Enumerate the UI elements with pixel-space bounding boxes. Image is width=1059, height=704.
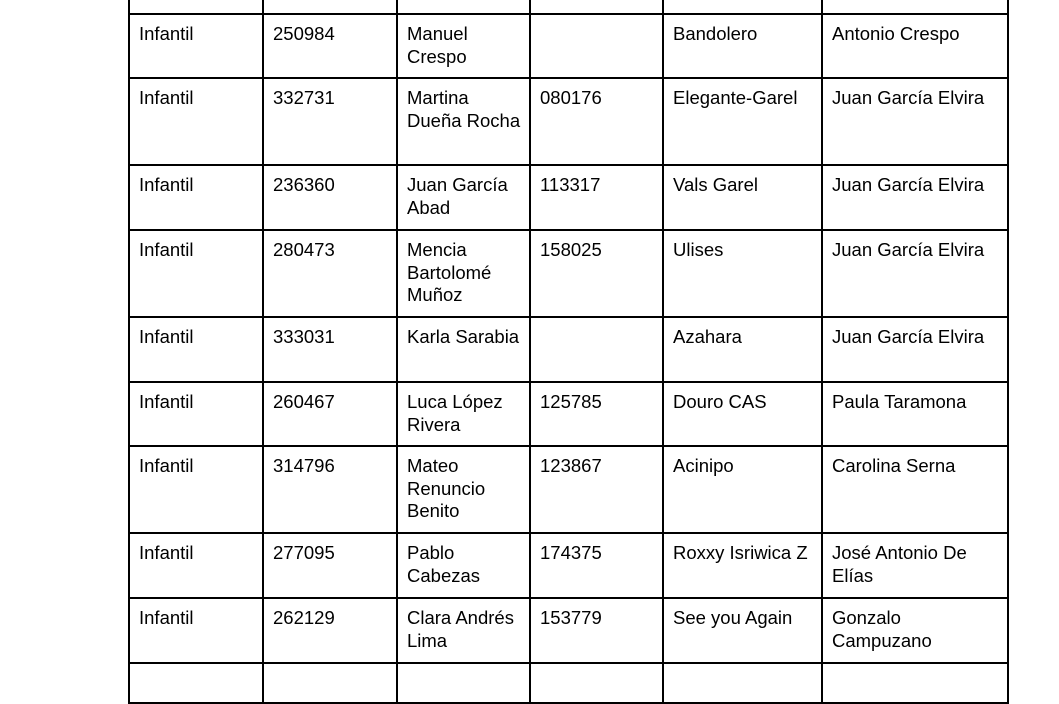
table-row: [129, 533, 1008, 598]
table-cell-rider-name: [397, 663, 530, 703]
table-cell-category: [129, 0, 263, 14]
table-cell-horse-license: 158025: [530, 230, 663, 317]
table-row: [129, 165, 1008, 230]
table-cell-category: Infantil: [129, 230, 263, 317]
table-cell-horse-name: Roxxy Isriwica Z: [663, 533, 822, 598]
table-row: [129, 598, 1008, 663]
table-cell-owner: José Antonio De Elías: [822, 533, 1008, 598]
table-cell-category: Infantil: [129, 317, 263, 382]
table-cell-license-number: [263, 0, 397, 14]
table-row: [129, 382, 1008, 446]
table-cell-category: Infantil: [129, 382, 263, 446]
table-cell-horse-license: [530, 14, 663, 78]
table-cell-license-number: 262129: [263, 598, 397, 663]
table-cell-rider-name: Mateo Renuncio Benito: [397, 446, 530, 533]
table-row: [129, 14, 1008, 78]
table-cell-rider-name: [397, 0, 530, 14]
table-cell-horse-name: Azahara: [663, 317, 822, 382]
table-row: [129, 78, 1008, 165]
table-row: [129, 317, 1008, 382]
table-cell-horse-name: See you Again: [663, 598, 822, 663]
table-cell-category: Infantil: [129, 78, 263, 165]
table-cell-license-number: [263, 663, 397, 703]
table-cell-horse-name: [663, 0, 822, 14]
table-cell-license-number: 333031: [263, 317, 397, 382]
table-cell-horse-name: Douro CAS: [663, 382, 822, 446]
table-cell-rider-name: Manuel Crespo: [397, 14, 530, 78]
table-cell-horse-license: [530, 663, 663, 703]
table-cell-category: Infantil: [129, 14, 263, 78]
table-cell-horse-name: Elegante-Garel: [663, 78, 822, 165]
table-cell-owner: [822, 0, 1008, 14]
table-cell-owner: Gonzalo Campuzano: [822, 598, 1008, 663]
table-cell-rider-name: Karla Sarabia: [397, 317, 530, 382]
table-cell-horse-name: Bandolero: [663, 14, 822, 78]
table-row: [129, 446, 1008, 533]
table-cell-owner: Juan García Elvira: [822, 317, 1008, 382]
table-cell-license-number: 250984: [263, 14, 397, 78]
table-cell-license-number: 260467: [263, 382, 397, 446]
table-cell-category: [129, 663, 263, 703]
table-cell-rider-name: Mencia Bartolomé Muñoz: [397, 230, 530, 317]
table-cell-category: Infantil: [129, 446, 263, 533]
table-cell-license-number: 332731: [263, 78, 397, 165]
table-cell-license-number: 236360: [263, 165, 397, 230]
table-cell-horse-license: 174375: [530, 533, 663, 598]
table-cell-owner: Juan García Elvira: [822, 165, 1008, 230]
table-cell-horse-license: 153779: [530, 598, 663, 663]
table-cell-horse-license: [530, 317, 663, 382]
table-cell-category: Infantil: [129, 598, 263, 663]
table-cell-horse-license: [530, 0, 663, 14]
table-cell-license-number: 280473: [263, 230, 397, 317]
table-cell-category: Infantil: [129, 533, 263, 598]
table-row: [129, 230, 1008, 317]
table-row: [129, 0, 1008, 14]
table-cell-horse-name: Acinipo: [663, 446, 822, 533]
table-cell-horse-license: 125785: [530, 382, 663, 446]
table-cell-owner: Paula Taramona: [822, 382, 1008, 446]
table-cell-horse-name: Vals Garel: [663, 165, 822, 230]
results-table-body: [129, 0, 1008, 703]
table-cell-owner: Juan García Elvira: [822, 230, 1008, 317]
table-cell-rider-name: Juan García Abad: [397, 165, 530, 230]
table-cell-owner: Carolina Serna: [822, 446, 1008, 533]
table-cell-rider-name: Clara Andrés Lima: [397, 598, 530, 663]
table-cell-license-number: 277095: [263, 533, 397, 598]
table-cell-owner: Antonio Crespo: [822, 14, 1008, 78]
table-cell-horse-license: 080176: [530, 78, 663, 165]
table-cell-owner: [822, 663, 1008, 703]
table-cell-rider-name: Pablo Cabezas: [397, 533, 530, 598]
table-cell-license-number: 314796: [263, 446, 397, 533]
table-cell-horse-name: Ulises: [663, 230, 822, 317]
table-cell-horse-license: 123867: [530, 446, 663, 533]
results-table: [128, 0, 1009, 704]
table-cell-owner: Juan García Elvira: [822, 78, 1008, 165]
table-cell-horse-license: 113317: [530, 165, 663, 230]
table-cell-category: Infantil: [129, 165, 263, 230]
table-cell-horse-name: [663, 663, 822, 703]
table-row: [129, 663, 1008, 703]
table-cell-rider-name: Luca López Rivera: [397, 382, 530, 446]
table-cell-rider-name: Martina Dueña Rocha: [397, 78, 530, 165]
